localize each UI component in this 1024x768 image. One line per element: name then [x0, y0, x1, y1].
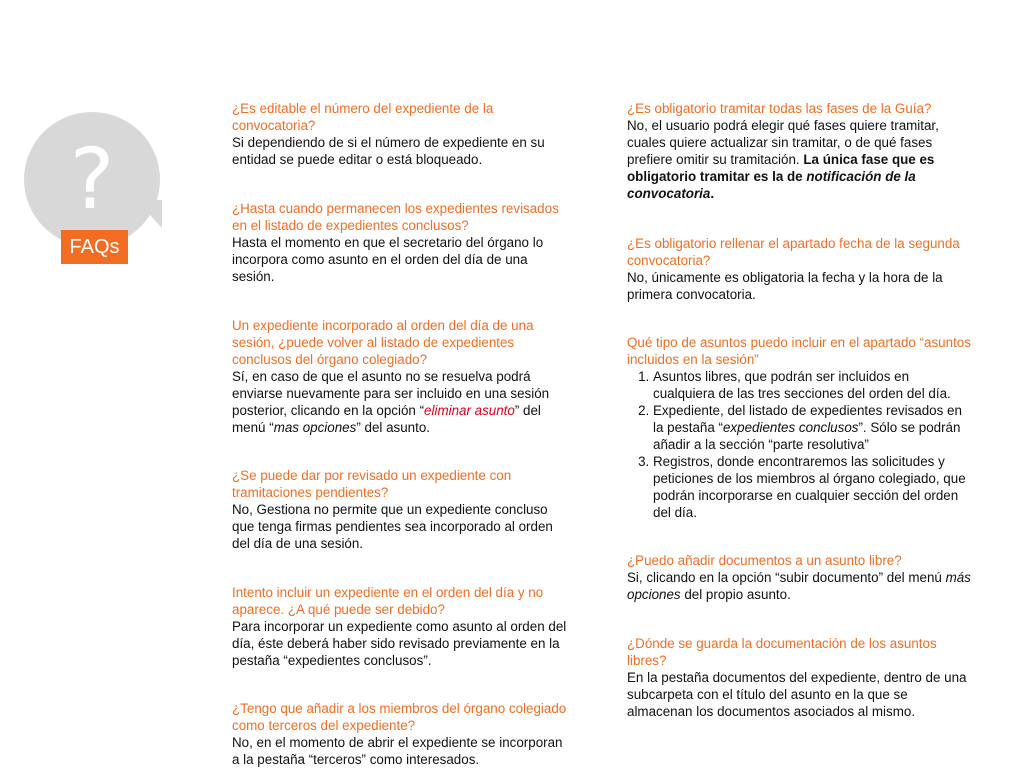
faq-answer: Si dependiendo de si el número de expediente en su entidad se puede editar o está bloqueado.	[232, 135, 545, 167]
faq-question: ¿Es obligatorio rellenar el apartado fecha de la segunda convocatoria?	[627, 236, 960, 268]
faq-question: ¿Se puede dar por revisado un expediente con tramitaciones pendientes?	[232, 468, 512, 500]
faq-question: ¿Tengo que añadir a los miembros del órgano colegiado como terceros del expediente?	[232, 701, 567, 733]
faq-item-return-to-conclusos	[232, 317, 572, 436]
faq-question: Un expediente incorporado al orden del día de una sesión, ¿puede volver al listado de expedientes conclusos del órgano colegiado?	[232, 318, 534, 367]
asuntos-list	[627, 368, 972, 521]
list-item: 1. Asuntos libres, que podrán ser incluidos en cualquiera de las tres secciones del orden del día.	[653, 368, 972, 402]
faq-answer: Hasta el momento en que el secretario del órgano lo incorpora como asunto en el orden del día de una sesión.	[232, 235, 544, 284]
mas-opciones-menu: mas opciones	[273, 420, 357, 435]
faq-answer: Si, clicando en la opción “subir documento” del menú más opciones del propio asunto.	[627, 570, 971, 602]
faq-question: ¿Es obligatorio tramitar todas las fases de la Guía?	[627, 101, 932, 116]
faq-item-pending-tramitaciones	[232, 467, 572, 552]
faq-item-editable-number	[232, 100, 572, 168]
list-item: 3. Registros, donde encontraremos las solicitudes y peticiones de los miembros al órgano colegiado, que podrán incorporarse en cualquier sección del orden del día.	[653, 453, 972, 521]
faq-answer: En la pestaña documentos del expediente, dentro de una subcarpeta con el título del asunto en la que se almacenan los documentos asociados al mismo.	[627, 670, 967, 719]
faq-question: ¿Puedo añadir documentos a un asunto libre?	[627, 553, 902, 568]
faq-item-conclusos-duration	[232, 200, 572, 285]
faq-question: ¿Hasta cuando permanecen los expedientes revisados en el listado de expedientes conclusos?	[232, 201, 559, 233]
faq-item-mandatory-phases	[627, 100, 972, 202]
eliminar-asunto-option: eliminar asunto	[424, 403, 515, 418]
faq-answer: No, el usuario podrá elegir qué fases quiere tramitar, cuales quiere actualizar sin tramitar, o de qué fases prefiere omitir su tramitación. La única fase que es obligatorio tramitar es la de notificación de la convocatoria.	[627, 118, 939, 201]
faq-item-asuntos-types	[627, 334, 972, 521]
faq-question: ¿Es editable el número del expediente de la convocatoria?	[232, 101, 494, 133]
faq-question: Qué tipo de asuntos puedo incluir en el apartado “asuntos incluidos en la sesión”	[627, 335, 971, 367]
faq-question: ¿Dónde se guarda la documentación de los asuntos libres?	[627, 636, 937, 668]
faq-answer: No, Gestiona no permite que un expediente concluso que tenga firmas pendientes sea incorporado al orden del día de una sesión.	[232, 502, 553, 551]
faqs-label: FAQs	[61, 230, 128, 264]
faq-item-add-documents	[627, 552, 972, 603]
faq-question: Intento incluir un expediente en el orden del día y no aparece. ¿A qué puede ser debido?	[232, 585, 544, 617]
faq-item-members-as-terceros	[232, 700, 572, 768]
faq-answer: Sí, en caso de que el asunto no se resuelva podrá enviarse nuevamente para ser incluido en una sesión posterior, clicando en la opción “eliminar asunto” del menú “mas opciones” del asunto.	[232, 369, 550, 435]
faq-item-expediente-missing	[232, 584, 572, 669]
faq-answer: No, en el momento de abrir el expediente se incorporan a la pestaña “terceros” como interesados.	[232, 735, 563, 767]
faq-item-documents-location	[627, 635, 972, 720]
question-mark-icon: ?	[69, 130, 115, 228]
faq-answer: Para incorporar un expediente como asunto al orden del día, éste deberá haber sido revisado previamente en la pestaña “expedientes conclusos”.	[232, 619, 567, 668]
faq-item-second-convocatoria	[627, 235, 972, 303]
list-item: 2. Expediente, del listado de expedientes revisados en la pestaña “expedientes conclusos”. Sólo se podrán añadir a la sección “parte resolutiva”	[653, 402, 972, 453]
faq-answer: No, únicamente es obligatoria la fecha y la hora de la primera convocatoria.	[627, 270, 943, 302]
